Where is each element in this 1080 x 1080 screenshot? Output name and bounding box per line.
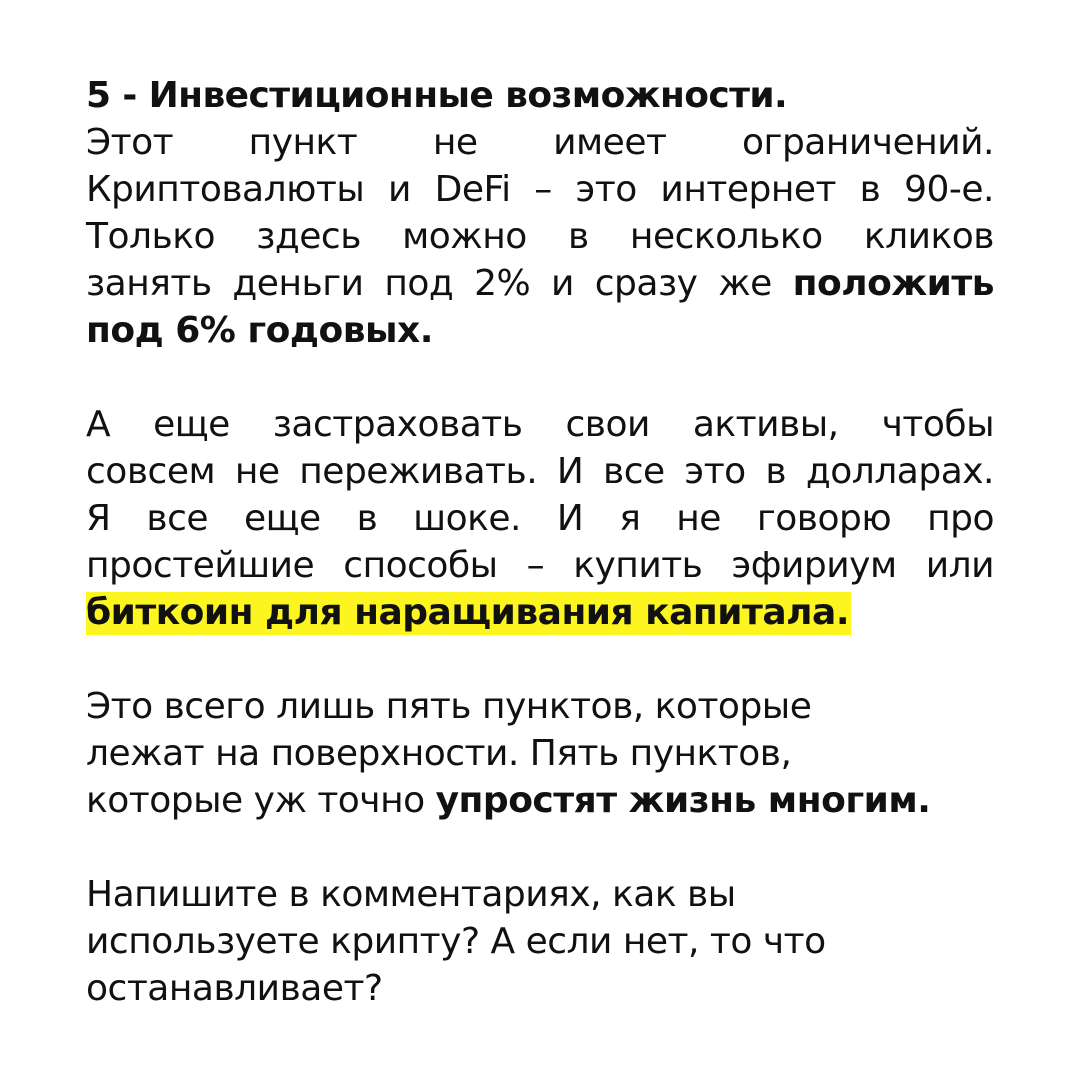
text-line: совсем не переживать. И все это в долларах. [86,451,994,492]
bold-phrase: упростят жизнь многим. [435,780,931,821]
text-line: Я все еще в шоке. И я не говорю про [86,498,994,539]
text-line: Напишите в комментариях, как вы [86,874,736,915]
text-line [86,589,994,636]
text-line: лежат на поверхности. Пять пунктов, [86,733,792,774]
text-line [86,260,994,307]
text-line: Это всего лишь пять пунктов, которые [86,686,812,727]
text-line: Криптовалюты и DeFi – это интернет в 90-е. [86,169,994,210]
paragraph-summary [86,683,994,824]
text-line: используете крипту? А если нет, то что [86,921,826,962]
text-line: А еще застраховать свои активы, чтобы [86,404,994,445]
paragraph-insurance [86,401,994,636]
text-fragment: занять деньги под 2% и сразу же [86,263,793,304]
text-line: Только здесь можно в несколько кликов [86,216,994,257]
highlighted-phrase: биткоин для наращивания капитала. [86,592,850,633]
text-line: простейшие способы – купить эфириум или [86,545,994,586]
text-line [86,777,994,824]
text-line: останавливает? [86,968,383,1009]
bold-phrase: положить [792,263,994,304]
paragraph-question [86,871,994,1012]
paragraph-investment [86,72,994,354]
section-heading: 5 - Инвестиционные возможности. [86,75,788,116]
text-fragment: которые уж точно [86,780,436,821]
post-slide [86,72,994,1012]
text-line: Этот пункт не имеет ограничений. [86,122,994,163]
bold-phrase: под 6% годовых. [86,310,433,351]
